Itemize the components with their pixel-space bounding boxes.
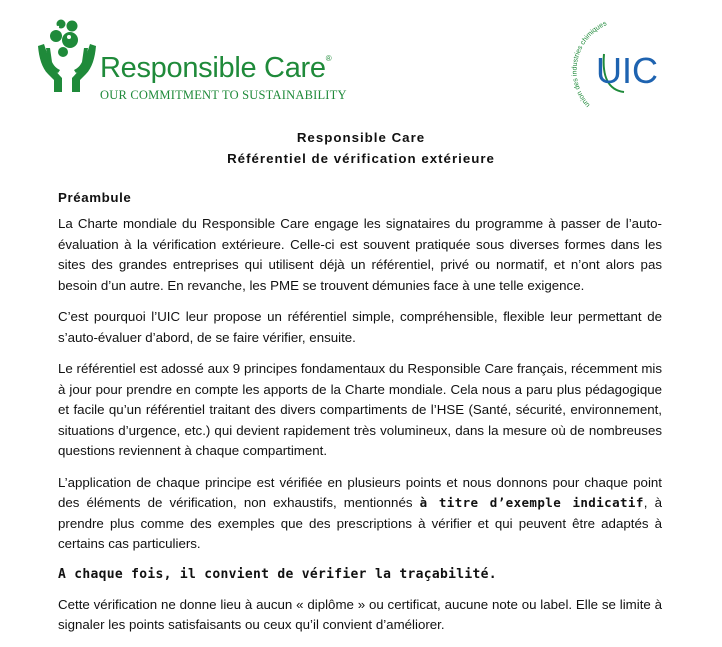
- emphasis-text: à titre d’exemple indicatif: [419, 495, 644, 510]
- rc-logo-name: Responsible Care®: [100, 52, 332, 84]
- final-paragraph: Cette vérification ne donne lieu à aucun « diplôme » ou certificat, aucune note ou label. Elle se limite à signaler les points satisfaisants ou ceux qu’il convient d’améliorer.: [58, 596, 662, 632]
- document-header: [0, 0, 722, 115]
- uic-arc-text: union des industries chimiques: [571, 20, 608, 109]
- document-titles: [0, 127, 722, 169]
- document-title: Responsible Care: [296, 130, 426, 145]
- uic-logo-text: UIC: [596, 50, 658, 91]
- paragraph-2: C’est pourquoi l’UIC leur propose un référentiel simple, compréhensible, flexible leur permettant de s’auto-évaluer d’abord, de se faire vérifier, ensuite.: [58, 309, 662, 345]
- document-body: [58, 188, 662, 647]
- traceability-heading: A chaque fois, il convient de vérifier la traçabilité.: [58, 566, 497, 582]
- paragraph-3: Le référentiel est adossé aux 9 principes fondamentaux du Responsible Care français, récemment mis à jour pour prendre en compte les apports de la Charte mondiale. Cela nous a paru plus pédagogique et facile qu’un référentiel traitant des divers compartiments de l’HSE (Santé, sécurité, environnement, situations d’urgence, etc.) qui devient rapidement très volumineux, dans la mesure où de nombreuses questions reviennent à chaque compartiment.: [58, 361, 662, 458]
- preamble-heading: Préambule: [58, 190, 132, 205]
- document-subtitle: Référentiel de vérification extérieure: [227, 151, 495, 166]
- uic-logo: [568, 10, 708, 110]
- responsible-care-logo: [34, 18, 347, 102]
- paragraph-1: La Charte mondiale du Responsible Care engage les signataires du programme à passer de l’auto-évaluation à la vérification extérieure. Celle-ci est souvent pratiquée sous diverses formes dans les sites des grandes entreprises qui utilisent déjà un référentiel, privé ou normatif, et n’ont alors pas besoin d’un autre. En revanche, les PME se trouvent démunies face à une telle exigence.: [58, 216, 662, 293]
- rc-logo-tagline: OUR COMMITMENT TO SUSTAINABILITY: [100, 88, 347, 102]
- paragraph-4: L’application de chaque principe est vérifiée en plusieurs points et nous donnons pour chaque point des éléments de vérification, non exhaustifs, mentionnés à titre d’exemple indicatif, à prendre plus comme des exemples que des prescriptions à vérifier et qui peuvent être adaptés à certains cas particuliers.: [58, 474, 662, 551]
- hands-and-molecules-icon: [34, 18, 100, 98]
